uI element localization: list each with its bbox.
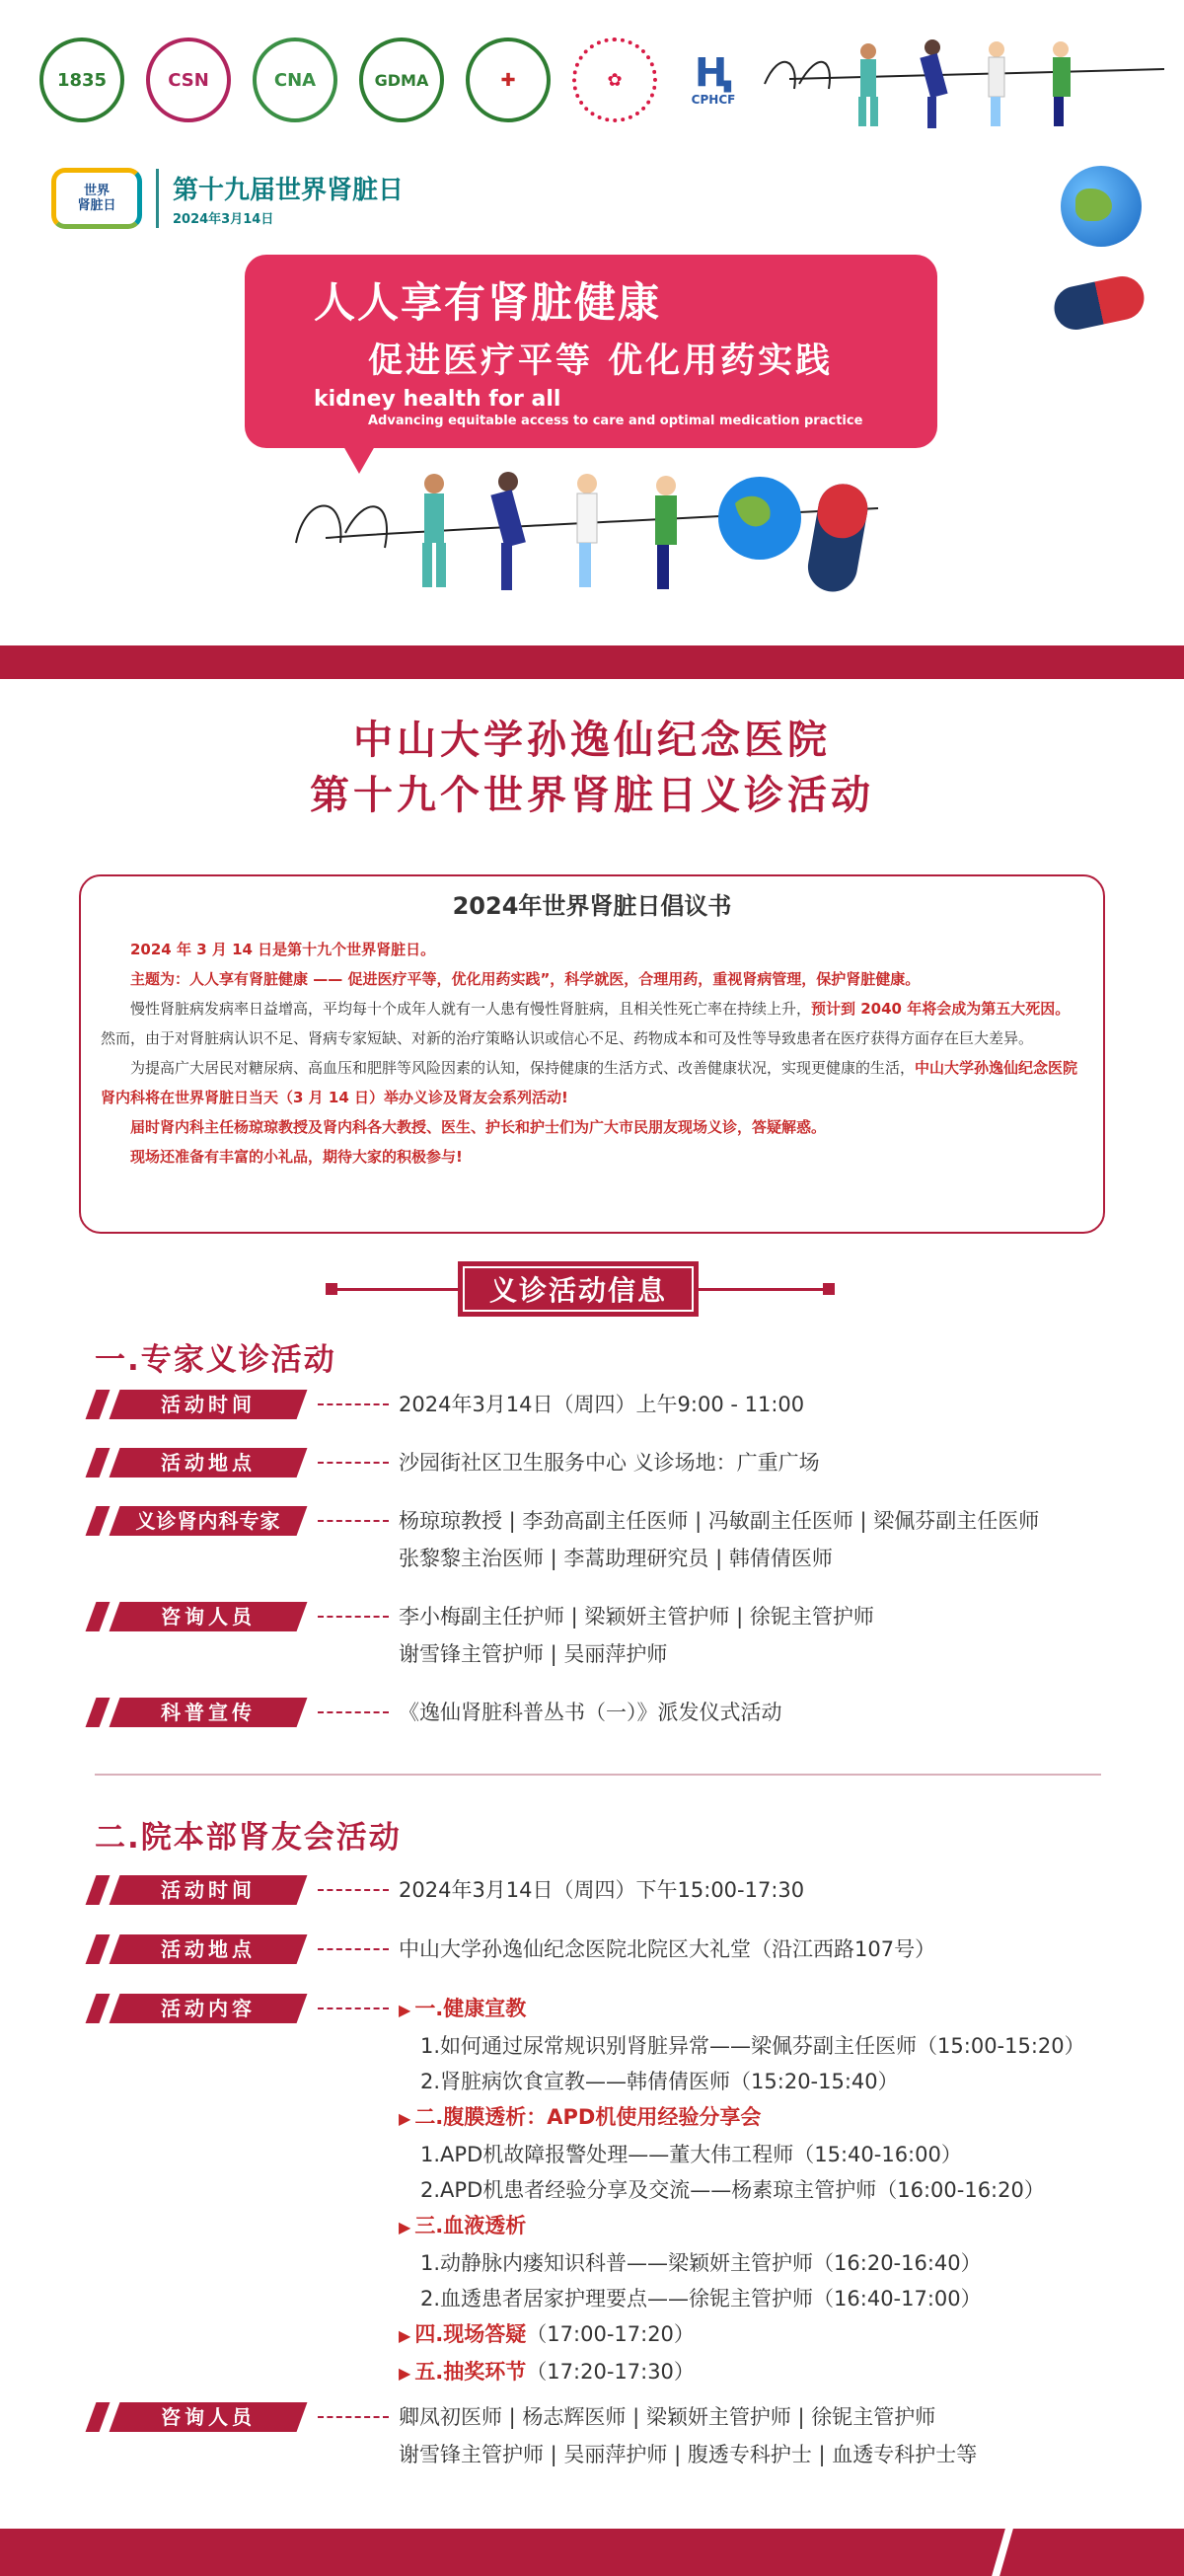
tug-of-war-illustration: [760, 30, 1174, 138]
cphcf-logo: Ⱨ CPHCF: [679, 38, 748, 122]
pill-icon: [804, 480, 871, 595]
dash-connector: [318, 1403, 389, 1405]
row-value: 李小梅副主任护师 | 梁颖妍主管护师 | 徐铌主管护师 谢雪锋主管护师 | 吴丽萍护师: [399, 1605, 874, 1666]
row-label-tag: 咨询人员: [91, 2402, 306, 2432]
info-row: [91, 1448, 1137, 1481]
theme-line-2: 促进医疗平等 优化用药实践: [368, 341, 834, 381]
title-line-2: 第十九个世界肾脏日义诊活动: [310, 772, 874, 818]
triangle-right-icon: ▶: [399, 2109, 411, 2128]
row-label-tag: 活动地点: [91, 1448, 306, 1477]
section-divider: [95, 1774, 1101, 1776]
info-row: [91, 1934, 1137, 1968]
row-value: 卿凤初医师 | 杨志辉医师 | 梁颖妍主管护师 | 徐铌主管护师 谢雪锋主管护师 | 吴丽萍护师 | 腹透专科护士 | 血透专科护士等: [399, 2405, 978, 2466]
person-figure: [858, 43, 878, 126]
proposal-para: 慢性肾脏病发病率日益增高，平均每十个成年人就有一人患有慢性肾脏病，且相关性死亡率在持续上升，预计到 2040 年将会成为第五大死因。然而，由于对肾脏病认识不足、肾病专家短缺、对新的治疗策略认识或信心不足、药物成本和可及性等导致患者在医疗获得方面存在巨大差异。: [101, 1000, 1071, 1047]
agenda-heading: ▶ 二.腹膜透析：APD机使用经验分享会: [399, 2105, 762, 2129]
globe-icon: [718, 477, 801, 560]
info-row: [91, 1602, 1137, 1673]
row-value: 2024年3月14日（周四）上午9:00 - 11:00: [399, 1393, 805, 1416]
agenda-item: 2.血透患者居家护理要点——徐铌主管护师（16:40-17:00）: [420, 2287, 982, 2311]
flower-logo: ✿: [572, 38, 657, 122]
person-figure: [1053, 41, 1071, 126]
dash-connector: [318, 2416, 389, 2418]
agenda: [399, 1991, 1085, 2391]
decor-line: [699, 1288, 823, 1291]
sysu-hospital-logo: 1835: [39, 38, 124, 122]
triangle-right-icon: ▶: [399, 2218, 411, 2236]
person-figure: [422, 474, 446, 587]
dash-connector: [318, 1616, 389, 1618]
agenda-heading: ▶ 一.健康宣教: [399, 1997, 527, 2020]
proposal-para: 主题为：人人享有肾脏健康 —— 促进医疗平等，优化用药实践”，科学就医，合理用药，重视肾病管理，保护肾脏健康。: [130, 970, 921, 988]
triangle-right-icon: ▶: [399, 2326, 411, 2345]
decor-line: [335, 1288, 458, 1291]
agenda-item: 1.APD机故障报警处理——董大伟工程师（15:40-16:00）: [420, 2143, 962, 2166]
person-figure: [989, 41, 1004, 126]
theme-english-subtitle: Advancing equitable access to care and optimal medication practice: [368, 414, 863, 428]
world-kidney-day-badge: [51, 168, 404, 229]
info-row: [91, 2402, 1137, 2473]
globe-icon: [1061, 166, 1142, 247]
red-band: [0, 645, 1184, 679]
person-figure: [577, 474, 597, 587]
partner-logos: [39, 38, 748, 122]
row-value: 沙园街社区卫生服务中心 义诊场地：广重广场: [399, 1451, 820, 1475]
cna-logo: CNA: [253, 38, 337, 122]
title-line-1: 中山大学孙逸仙纪念医院: [353, 717, 831, 763]
section-heading: 一.专家义诊活动: [95, 1342, 336, 1378]
decor-square: [823, 1283, 835, 1295]
proposal-para: 2024 年 3 月 14 日是第十九个世界肾脏日。: [130, 941, 436, 958]
tug-of-war-illustration: [286, 464, 898, 602]
agenda-heading: ▶ 五.抽奖环节（17:20-17:30）: [399, 2360, 695, 2384]
row-label-tag: 活动内容: [91, 1994, 306, 2023]
society-logo: ✚: [466, 38, 551, 122]
info-row: [91, 1506, 1137, 1577]
wkd-title: 第十九届世界肾脏日: [173, 176, 405, 205]
row-label-tag: 活动时间: [91, 1875, 306, 1905]
row-value: 2024年3月14日（周四）下午15:00-17:30: [399, 1878, 805, 1902]
dash-connector: [318, 1462, 389, 1464]
row-label-tag: 科普宣传: [91, 1698, 306, 1727]
info-row: [91, 1698, 1137, 1731]
dash-connector: [318, 1520, 389, 1522]
info-row: [91, 1994, 1137, 2391]
row-label-tag: 活动地点: [91, 1934, 306, 1964]
agenda-item: 1.动静脉内瘘知识科普——梁颖妍主管护师（16:20-16:40）: [420, 2251, 982, 2275]
row-label-tag: 咨询人员: [91, 1602, 306, 1631]
section-heading: 二.院本部肾友会活动: [95, 1820, 402, 1856]
agenda-heading: ▶ 四.现场答疑（17:00-17:20）: [399, 2322, 695, 2346]
agenda-item: 1.如何通过尿常规识别肾脏异常——梁佩芬副主任医师（15:00-15:20）: [420, 2034, 1085, 2058]
dash-connector: [318, 2008, 389, 2009]
page-title: [0, 713, 1184, 823]
wkd-logo: 世界 肾脏日: [51, 168, 142, 229]
dash-connector: [318, 1889, 389, 1891]
proposal-title: 2024年世界肾脏日倡议书: [452, 892, 732, 920]
row-value: 中山大学孙逸仙纪念医院北院区大礼堂（沿江西路107号）: [399, 1937, 936, 1961]
person-figure: [920, 39, 947, 128]
triangle-right-icon: ▶: [399, 2001, 411, 2019]
row-value: 杨琼琼教授 | 李劲高副主任医师 | 冯敏副主任医师 | 梁佩芬副主任医师 张黎黎主治医师 | 李蒿助理研究员 | 韩倩倩医师: [399, 1509, 1040, 1570]
agenda-heading: ▶ 三.血液透析: [399, 2214, 527, 2237]
gdma-logo: GDMA: [359, 38, 444, 122]
proposal-box: [79, 874, 1105, 1234]
row-label-tag: 义诊肾内科专家: [91, 1506, 306, 1536]
person-figure: [655, 476, 677, 589]
info-banner-title: 义诊活动信息: [458, 1261, 699, 1317]
info-row: [91, 1875, 1137, 1909]
proposal-para: 为提高广大居民对糖尿病、高血压和肥胖等风险因素的认知，保持健康的生活方式、改善健康状况，实现更健康的生活，中山大学孙逸仙纪念医院肾内科将在世界肾脏日当天（3 月 14 日）举办义诊及肾友会系列活动!: [101, 1059, 1078, 1106]
info-banner: [0, 1261, 1184, 1317]
pill-icon: [1050, 272, 1147, 334]
row-label-tag: 活动时间: [91, 1390, 306, 1419]
dash-connector: [318, 1948, 389, 1950]
wkd-date: 2024年3月14日: [173, 212, 274, 227]
row-value: 《逸仙肾脏科普丛书（一）》派发仪式活动: [399, 1701, 782, 1724]
divider: [156, 169, 159, 228]
theme-line-1: 人人享有肾脏健康: [314, 278, 662, 327]
info-row: [91, 1390, 1137, 1423]
agenda-item: 2.APD机患者经验分享及交流——杨素琼主管护师（16:00-16:20）: [420, 2178, 1045, 2202]
triangle-right-icon: ▶: [399, 2364, 411, 2383]
red-band: [0, 2529, 1184, 2576]
theme-banner: [245, 255, 937, 448]
dash-connector: [318, 1711, 389, 1713]
csn-logo: CSN: [146, 38, 231, 122]
theme-english-title: kidney health for all: [314, 387, 561, 412]
proposal-para: 届时肾内科主任杨琼琼教授及肾内科各大教授、医生、护长和护士们为广大市民朋友现场义诊，答疑解惑。: [130, 1118, 827, 1136]
agenda-item: 2.肾脏病饮食宣教——韩倩倩医师（15:20-15:40）: [420, 2070, 899, 2093]
person-figure: [490, 472, 525, 590]
proposal-para: 现场还准备有丰富的小礼品，期待大家的积极参与!: [130, 1148, 463, 1166]
